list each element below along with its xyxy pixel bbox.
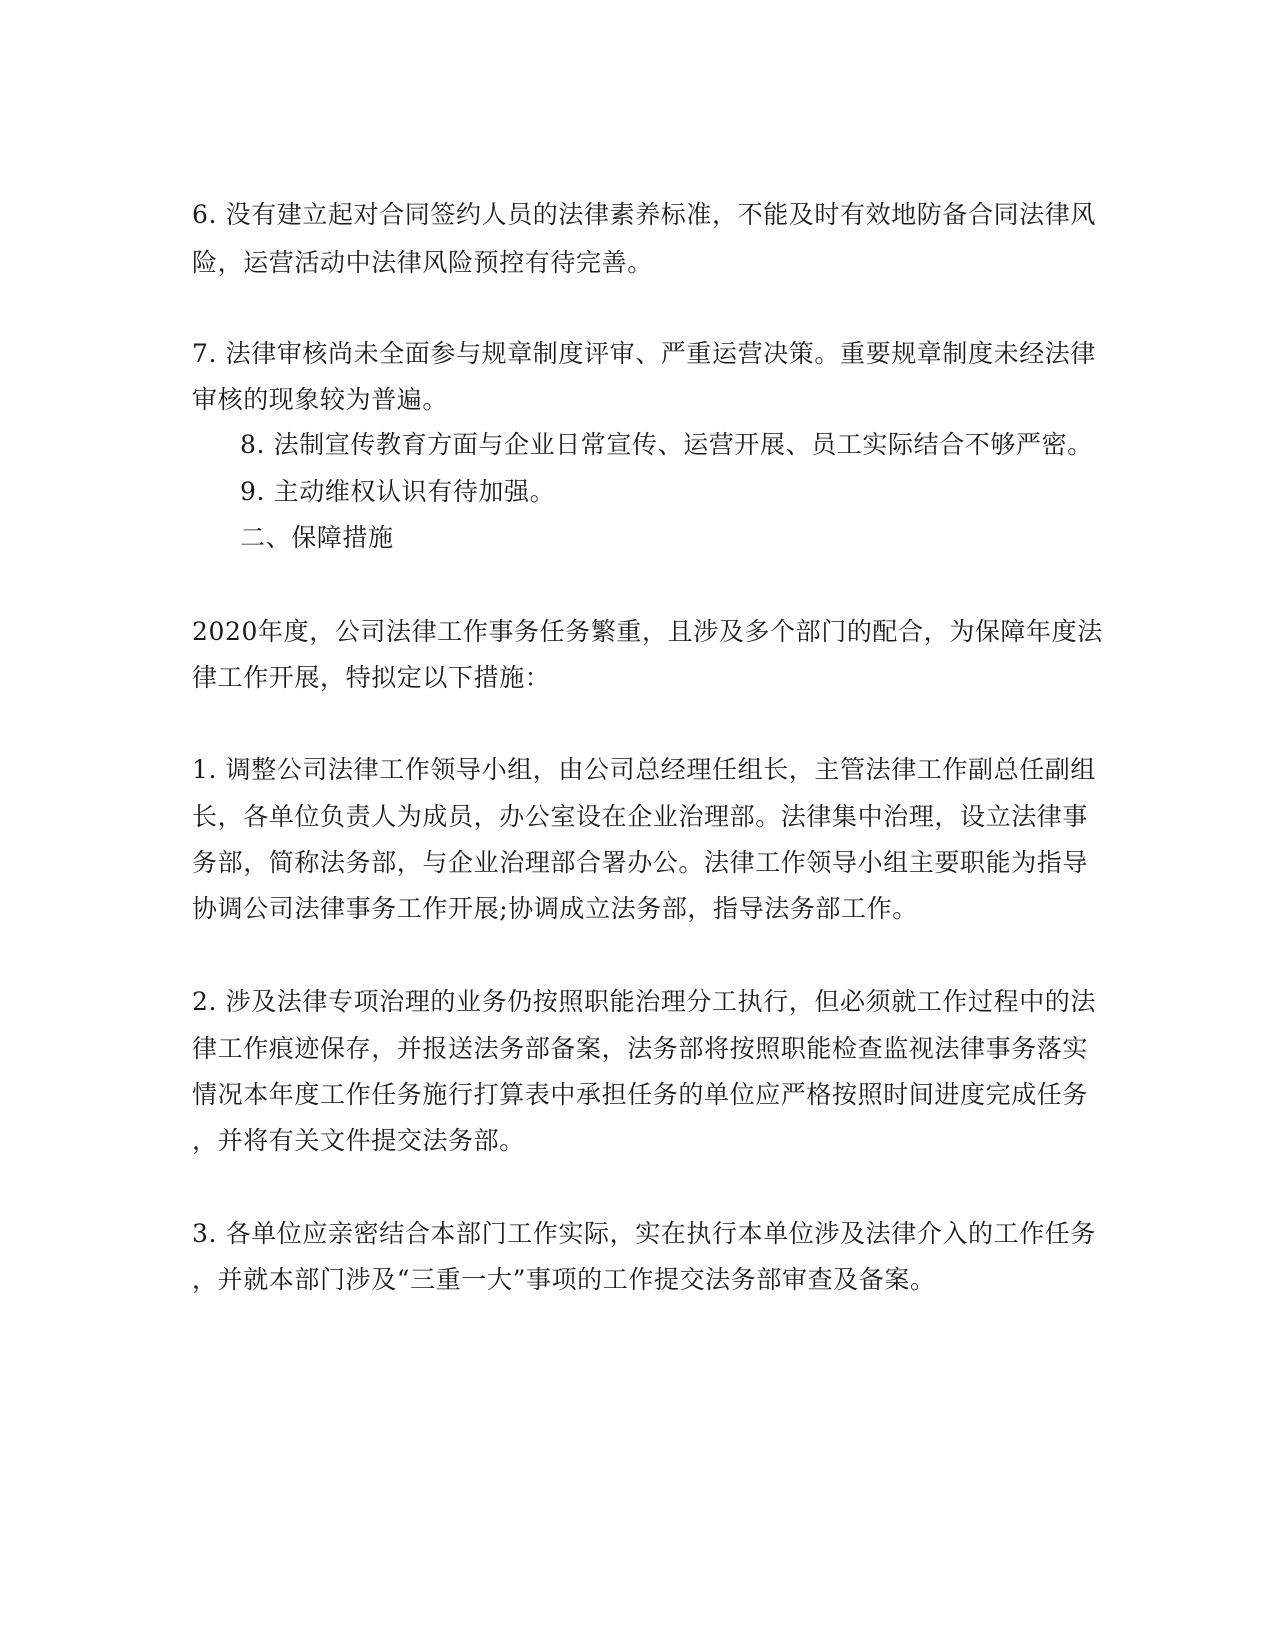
section-heading: 二、保障措施 [240,523,394,552]
item-6-line-1: 6. 没有建立起对合同签约人员的法律素养标准，不能及时有效地防备合同法律风 [192,200,1097,229]
item-8: 8. 法制宣传教育方面与企业日常宣传、运营开展、员工实际结合不够严密。 [240,430,1093,459]
measure-2-line-2: 律工作痕迹保存，并报送法务部备案，法务部将按照职能检查监视法律事务落实 [192,1034,1089,1063]
intro-line-1: 2020年度，公司法律工作事务任务繁重，且涉及多个部门的配合，为保障年度法 [192,617,1103,646]
item-7-line-2: 审核的现象较为普遍。 [192,385,449,414]
measure-3-line-2: ，并就本部门涉及“三重一大”事项的工作提交法务部审查及备案。 [192,1265,936,1294]
measure-2-line-1: 2. 涉及法律专项治理的业务仍按照职能治理分工执行，但必须就工作过程中的法 [192,987,1097,1016]
measure-2-line-3: 情况本年度工作任务施行打算表中承担任务的单位应严格按照时间进度完成任务 [192,1080,1089,1109]
measure-1-line-3: 务部，简称法务部，与企业治理部合署办公。法律工作领导小组主要职能为指导 [192,848,1089,877]
measure-1-line-4: 协调公司法律事务工作开展;协调成立法务部，指导法务部工作。 [192,894,918,923]
measure-3-line-1: 3. 各单位应亲密结合本部门工作实际，实在执行本单位涉及法律介入的工作任务 [192,1219,1097,1248]
measure-2-line-4: ，并将有关文件提交法务部。 [192,1126,525,1155]
item-6-line-2: 险，运营活动中法律风险预控有待完善。 [192,248,653,277]
item-7-line-1: 7. 法律审核尚未全面参与规章制度评审、严重运营决策。重要规章制度未经法律 [192,339,1097,368]
item-9: 9. 主动维权认识有待加强。 [240,477,556,506]
intro-line-2: 律工作开展，特拟定以下措施： [192,663,551,692]
measure-1-line-1: 1. 调整公司法律工作领导小组，由公司总经理任组长，主管法律工作副总任副组 [192,755,1097,784]
measure-1-line-2: 长，各单位负责人为成员，办公室设在企业治理部。法律集中治理，设立法律事 [192,802,1089,831]
